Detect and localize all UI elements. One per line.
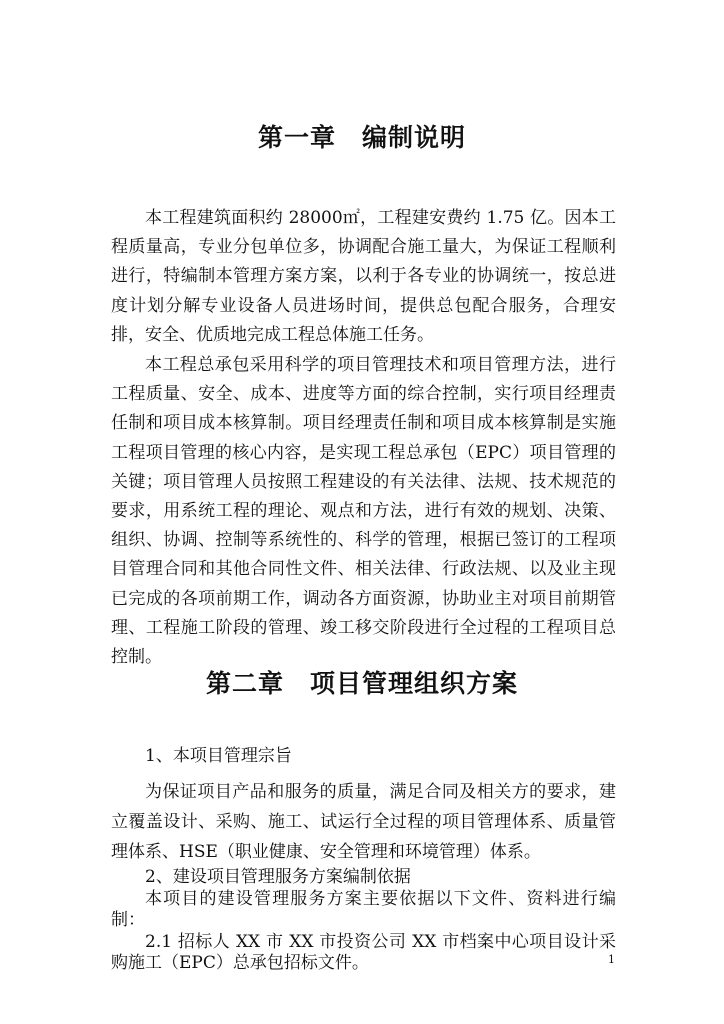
paragraph-text: 本工程总承包采用科学的项目管理技术和项目管理方法，进行工程质量、安全、成本、进度等方面的综合控制，实行项目经理责任制和项目成本核算制。项目经理责任制和项目成本核算制是实施工程项目管理的核心内容，是实现工程总承包（EPC）项目管理的关键；项目管理人员按照工程建设的有关法律、法规、技术规范的要求，用系统工程的理论、观点和方法，进行有效的规划、决策、组织、协调、控制等系统性的、科学的管理，根据已签订的工程项目管理合同和其他合同性文件、相关法律、行政法规、以及业主现已完成的各项前期工作，调动各方面资源，协助业主对项目前期管理、工程施工阶段的管理、竣工移交阶段进行全过程的工程项目总控制。 xyxy=(111,355,616,668)
section-1-text: 为保证项目产品和服务的质量，满足合同及相关方的要求，建立覆盖设计、采购、施工、试运行全过程的项目管理体系、质量管理体系、HSE（职业健康、安全管理和环境管理）体系。 xyxy=(111,782,616,862)
paragraph-text: 本工程建筑面积约 28000㎡，工程建安费约 1.75 亿。因本工程质量高，专业分包单位多，协调配合施工量大，为保证工程顺利进行，特编制本管理方案方案，以利于各专业的协调统一，按总进度计划分解专业设备人员进场时间，提供总包配合服务，合理安排，安全、优质地完成工程总体施工任务。 xyxy=(111,208,616,345)
chapter-1-paragraph-2 xyxy=(111,351,616,672)
chapter-2-title: 第二章 项目管理组织方案 xyxy=(205,669,518,698)
chapter-1-paragraph-1 xyxy=(111,204,616,350)
chapter-2-body xyxy=(111,741,616,975)
section-2-text: 本项目的建设管理服务方案主要依据以下文件、资料进行编制： xyxy=(111,888,616,930)
chapter-1-title: 第一章 编制说明 xyxy=(257,123,466,152)
page-number: 1 xyxy=(608,953,615,966)
section-1-heading: 1、本项目管理宗旨 xyxy=(145,746,292,766)
section-2-heading: 2、建设项目管理服务方案编制依据 xyxy=(145,867,411,887)
section-2-item-1: 2.1 招标人 XX 市 XX 市投资公司 XX 市档案中心项目设计采购施工（EPC）总承包招标文件。 xyxy=(111,931,616,973)
